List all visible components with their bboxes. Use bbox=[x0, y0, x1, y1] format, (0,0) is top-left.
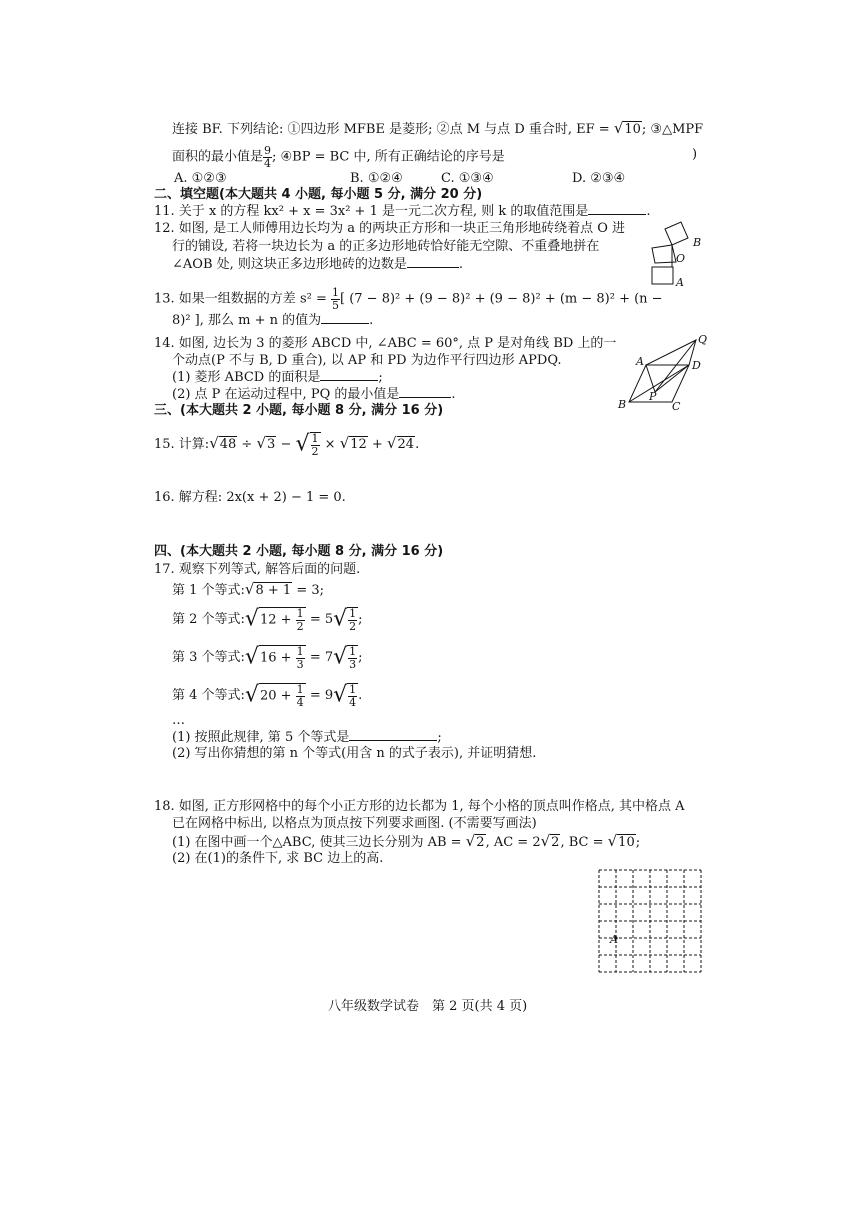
q12-line3 bbox=[172, 258, 463, 271]
q14-label-q: Q bbox=[698, 333, 708, 346]
q13-text: 13. 如果一组数据的方差 s² = bbox=[154, 291, 331, 307]
q18-line2: 已在网格中标出, 以格点为顶点按下列要求画图. (不需要写画法) bbox=[172, 816, 537, 831]
q10-line2 bbox=[172, 145, 505, 169]
q10-option-d: D. ②③④ bbox=[572, 171, 626, 186]
q14-label-c: C bbox=[672, 400, 681, 413]
q17-eq3 bbox=[172, 645, 363, 670]
q15-r12: 12 bbox=[350, 437, 367, 453]
q14-rhombus-figure bbox=[612, 332, 712, 414]
q17-eq-frac-rhs bbox=[347, 683, 358, 708]
q17-ellipsis: … bbox=[172, 713, 185, 728]
section3-title: 三、(本大题共 2 小题, 每小题 8 分, 满分 16 分) bbox=[154, 403, 444, 418]
frac-num: 1 bbox=[296, 683, 304, 696]
q17-eq4 bbox=[172, 683, 362, 708]
q10-option-c: C. ①③④ bbox=[441, 171, 494, 186]
sqrt-sign: √ bbox=[339, 434, 350, 453]
q17-sub1 bbox=[172, 731, 442, 744]
q17-sub1-text: (1) 按照此规律, 第 5 个等式是 bbox=[172, 730, 350, 745]
q15-minus: − bbox=[276, 437, 296, 453]
q18-line1: 18. 如图, 正方形网格中的每个小正方形的边长都为 1, 每个小格的顶点叫作格点, 其中格点 A bbox=[154, 799, 685, 814]
q14-label-b: B bbox=[618, 398, 627, 411]
frac-num: 1 bbox=[311, 432, 319, 445]
q18-sub1-b: , AC = 2 bbox=[485, 835, 541, 850]
q10-option-a: A. ①②③ bbox=[174, 171, 227, 186]
sqrt-sign: √ bbox=[256, 434, 267, 453]
q15-frac bbox=[310, 432, 321, 457]
q15-r48: 48 bbox=[219, 437, 237, 453]
sqrt-sign: √ bbox=[244, 580, 255, 598]
q17-intro: 17. 观察下列等式, 解答后面的问题. bbox=[154, 562, 361, 577]
q17-eq-radicand bbox=[259, 645, 306, 670]
frac-den: 2 bbox=[349, 619, 357, 633]
q12-end: . bbox=[458, 257, 464, 272]
q10-line1-tail: ; ③△MPF bbox=[641, 122, 704, 137]
sqrt-sign: √ bbox=[244, 682, 259, 708]
q17-eq-k: = 5 bbox=[309, 612, 334, 628]
q15-r3: 3 bbox=[267, 437, 276, 453]
page-footer: 八年级数学试卷 第 2 页(共 4 页) bbox=[328, 999, 528, 1014]
frac-num: 1 bbox=[296, 607, 304, 620]
grid-lines bbox=[599, 870, 701, 972]
q12-label-b: B bbox=[693, 236, 702, 249]
q17-eq1-radicand: 8 + 1 bbox=[255, 583, 292, 598]
q13-text-b: [ (7 − 8)² + (9 − 8)² + (9 − 8)² + (m − 8)² + (n − bbox=[339, 291, 663, 307]
sqrt-sign: √ bbox=[386, 434, 397, 453]
q14-label-p: P bbox=[649, 390, 657, 403]
q14-sub2-blank[interactable] bbox=[399, 397, 451, 398]
q17-sub1-end: ; bbox=[437, 730, 442, 745]
q17-eq-a: 16 + bbox=[259, 650, 292, 666]
q17-eq1-rhs: = 3; bbox=[292, 583, 324, 598]
q11-answer-blank[interactable] bbox=[588, 214, 646, 215]
q12-square-lower bbox=[652, 267, 673, 284]
q10-answer-paren: ) bbox=[692, 147, 698, 162]
q18-sub1-c: , BC = bbox=[560, 835, 608, 850]
sqrt-sign: √ bbox=[209, 434, 219, 453]
q12-label-a: A bbox=[676, 276, 684, 289]
q17-eq-k: = 9 bbox=[309, 688, 334, 704]
frac-den: 4 bbox=[264, 156, 272, 170]
q12-line1: 12. 如图, 是工人师傅用边长均为 a 的两块正方形和一块正三角形地砖绕着点 O 进 bbox=[154, 221, 626, 236]
frac-num: 9 bbox=[264, 144, 272, 157]
frac-num: 1 bbox=[331, 286, 339, 299]
frac-den: 5 bbox=[331, 298, 339, 312]
q14-sub1-blank[interactable] bbox=[320, 380, 378, 381]
q18-grid[interactable] bbox=[595, 866, 705, 976]
frac-den: 2 bbox=[296, 619, 304, 633]
q17-eq-frac bbox=[296, 646, 305, 670]
q18-sub2: (2) 在(1)的条件下, 求 BC 边上的高. bbox=[172, 851, 384, 866]
frac-den: 4 bbox=[296, 695, 304, 709]
sqrt-sign: √ bbox=[465, 832, 476, 850]
q18-r2b: 2 bbox=[551, 835, 560, 850]
q17-eq2 bbox=[172, 607, 363, 632]
q13-fraction bbox=[331, 287, 340, 311]
q17-eq-prefix: 第 2 个等式: bbox=[172, 612, 245, 628]
sqrt-sign: √ bbox=[244, 644, 259, 670]
q17-eq-radicand bbox=[259, 683, 306, 708]
sqrt-sign: √ bbox=[295, 431, 310, 457]
q12-line2: 行的铺设, 若将一块边长为 a 的正多边形地砖恰好能无空隙、不重叠地拼在 bbox=[172, 239, 600, 254]
section4-title: 四、(本大题共 2 小题, 每小题 8 分, 满分 16 分) bbox=[154, 544, 444, 559]
q12-answer-blank[interactable] bbox=[407, 267, 459, 268]
q10-line2-text: 面积的最小值是 bbox=[172, 149, 264, 165]
q17-eq-radicand bbox=[259, 607, 306, 632]
frac-den: 3 bbox=[296, 657, 304, 671]
q10-line1-text: 连接 BF. 下列结论: ①四边形 MFBE 是菱形; ②点 M 与点 D 重合时, EF = bbox=[172, 122, 614, 137]
q10-fraction bbox=[263, 145, 272, 169]
q15-end: . bbox=[415, 437, 420, 453]
q10-line2-tail: ; ④BP = BC 中, 所有正确结论的序号是 bbox=[272, 149, 505, 165]
q17-eq-a: 12 + bbox=[259, 612, 292, 628]
q14-line1: 14. 如图, 边长为 3 的菱形 ABCD 中, ∠ABC = 60°, 点 P 是对角线 BD 上的一 bbox=[154, 336, 617, 351]
q14-sub2-end: . bbox=[451, 387, 456, 402]
frac-num: 1 bbox=[349, 645, 357, 658]
q17-eq-frac bbox=[296, 608, 305, 632]
q18-sub1-d: ; bbox=[635, 835, 641, 850]
q18-r2a: 2 bbox=[476, 835, 485, 850]
q17-eq1-prefix: 第 1 个等式: bbox=[172, 583, 245, 598]
q18-sub1 bbox=[172, 834, 640, 849]
q14-label-d: D bbox=[692, 359, 701, 372]
sqrt-sign: √ bbox=[607, 832, 618, 850]
q18-sub1-text: (1) 在图中画一个△ABC, 使其三边长分别为 AB = bbox=[172, 835, 466, 850]
sqrt-sign: √ bbox=[613, 119, 624, 137]
frac-den: 4 bbox=[349, 695, 357, 709]
sqrt-sign: √ bbox=[333, 606, 348, 632]
q11-text: 11. 关于 x 的方程 kx² + x = 3x² + 1 是一元二次方程, 则 k 的取值范围是 bbox=[154, 204, 589, 219]
q15 bbox=[154, 432, 419, 457]
q17-eq-prefix: 第 3 个等式: bbox=[172, 650, 245, 666]
sqrt-sign: √ bbox=[333, 644, 348, 670]
q17-eq-a: 20 + bbox=[259, 688, 292, 704]
q15-div: ÷ bbox=[237, 437, 257, 453]
q17-eq1 bbox=[172, 582, 324, 597]
q17-eq-frac-rhs bbox=[347, 607, 358, 632]
q16: 16. 解方程: 2x(x + 2) − 1 = 0. bbox=[154, 490, 346, 505]
q15-times: × bbox=[320, 437, 340, 453]
q14-sub2 bbox=[172, 388, 456, 401]
q14-sub1-text: (1) 菱形 ABCD 的面积是 bbox=[172, 370, 321, 385]
q17-eq-end: . bbox=[358, 688, 363, 704]
q14-label-a: A bbox=[636, 355, 644, 368]
q17-sub2: (2) 写出你猜想的第 n 个等式(用含 n 的式子表示), 并证明猜想. bbox=[172, 746, 537, 761]
q12-square-upper bbox=[665, 222, 688, 245]
sqrt-sign: √ bbox=[540, 832, 551, 850]
frac-num: 1 bbox=[349, 607, 357, 620]
q17-eq-frac-rhs bbox=[347, 645, 358, 670]
q13-line2 bbox=[172, 314, 373, 327]
q17-sub1-blank[interactable] bbox=[349, 740, 437, 741]
grid-label-a: A bbox=[610, 933, 618, 946]
q17-eq-k: = 7 bbox=[309, 650, 334, 666]
frac-den: 2 bbox=[311, 444, 319, 458]
q12-tile-figure bbox=[643, 218, 713, 290]
q11-end: . bbox=[646, 204, 651, 219]
q15-prefix: 15. 计算: bbox=[154, 437, 210, 453]
sqrt-sign: √ bbox=[333, 682, 348, 708]
q17-eq-prefix: 第 4 个等式: bbox=[172, 688, 245, 704]
q14-sub1-end: ; bbox=[378, 370, 383, 385]
frac-num: 1 bbox=[296, 645, 304, 658]
q14-sub1 bbox=[172, 371, 383, 384]
frac-den: 3 bbox=[349, 657, 357, 671]
section2-title: 二、填空题(本大题共 4 小题, 每小题 5 分, 满分 20 分) bbox=[154, 187, 483, 202]
q15-plus: + bbox=[367, 437, 387, 453]
q10-sqrt10: 10 bbox=[624, 122, 641, 137]
q17-eq-frac bbox=[296, 684, 305, 708]
q13-line1 bbox=[154, 287, 663, 311]
q18-r10: 10 bbox=[618, 835, 635, 850]
q17-eq-end: ; bbox=[358, 612, 363, 628]
q12-label-o: O bbox=[676, 252, 686, 265]
q14-segment-pq bbox=[655, 340, 696, 392]
q15-r24: 24 bbox=[397, 437, 415, 453]
q12-line3-text: ∠AOB 处, 则这块正多边形地砖的边数是 bbox=[172, 257, 407, 272]
q14-parallelogram bbox=[646, 340, 696, 392]
q14-line2: 个动点(P 不与 B, D 重合), 以 AP 和 PD 为边作平行四边形 APDQ. bbox=[172, 353, 562, 368]
frac-num: 1 bbox=[349, 683, 357, 696]
q13-answer-blank[interactable] bbox=[321, 323, 369, 324]
q10-option-b: B. ①②④ bbox=[350, 171, 403, 186]
q13-line2-text: 8)² ], 那么 m + n 的值为 bbox=[172, 313, 322, 328]
q13-end: . bbox=[369, 313, 374, 328]
sqrt-sign: √ bbox=[244, 606, 259, 632]
q14-sub2-text: (2) 点 P 在运动过程中, PQ 的最小值是 bbox=[172, 387, 400, 402]
q11 bbox=[154, 205, 651, 218]
q10-line1 bbox=[172, 121, 703, 136]
q17-eq-end: ; bbox=[358, 650, 363, 666]
